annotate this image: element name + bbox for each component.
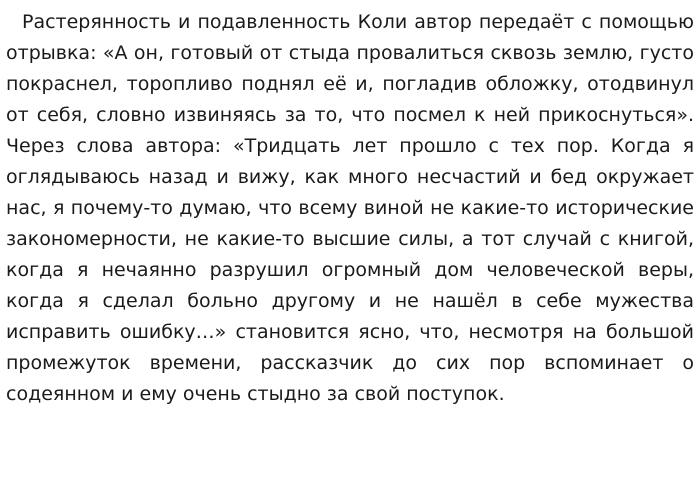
document-page [6,7,694,410]
body-paragraph: Растерянность и подавленность Коли автор передаёт с помощью отрывка: «А он, готовый от стыда провалиться сквозь землю, густо покраснел, торопливо поднял её и, погладив обложку, отодвинул от себя, словно извиняясь за то, что посмел к ней прикоснуться». Через слова автора: «Тридцать лет прошло с тех пор. Когда я оглядываюсь назад и вижу, как много несчастий и бед окружает нас, я почему-то думаю, что всему виной не какие-то исторические закономерности, не какие-то высшие силы, а тот случай с книгой, когда я нечаянно разрушил огромный дом человеческой веры, когда я сделал больно другому и не нашёл в себе мужества исправить ошибку…» становится ясно, что, несмотря на большой промежуток времени, рассказчик до сих пор вспоминает о содеянном и ему очень стыдно за свой поступок. [6,11,694,405]
